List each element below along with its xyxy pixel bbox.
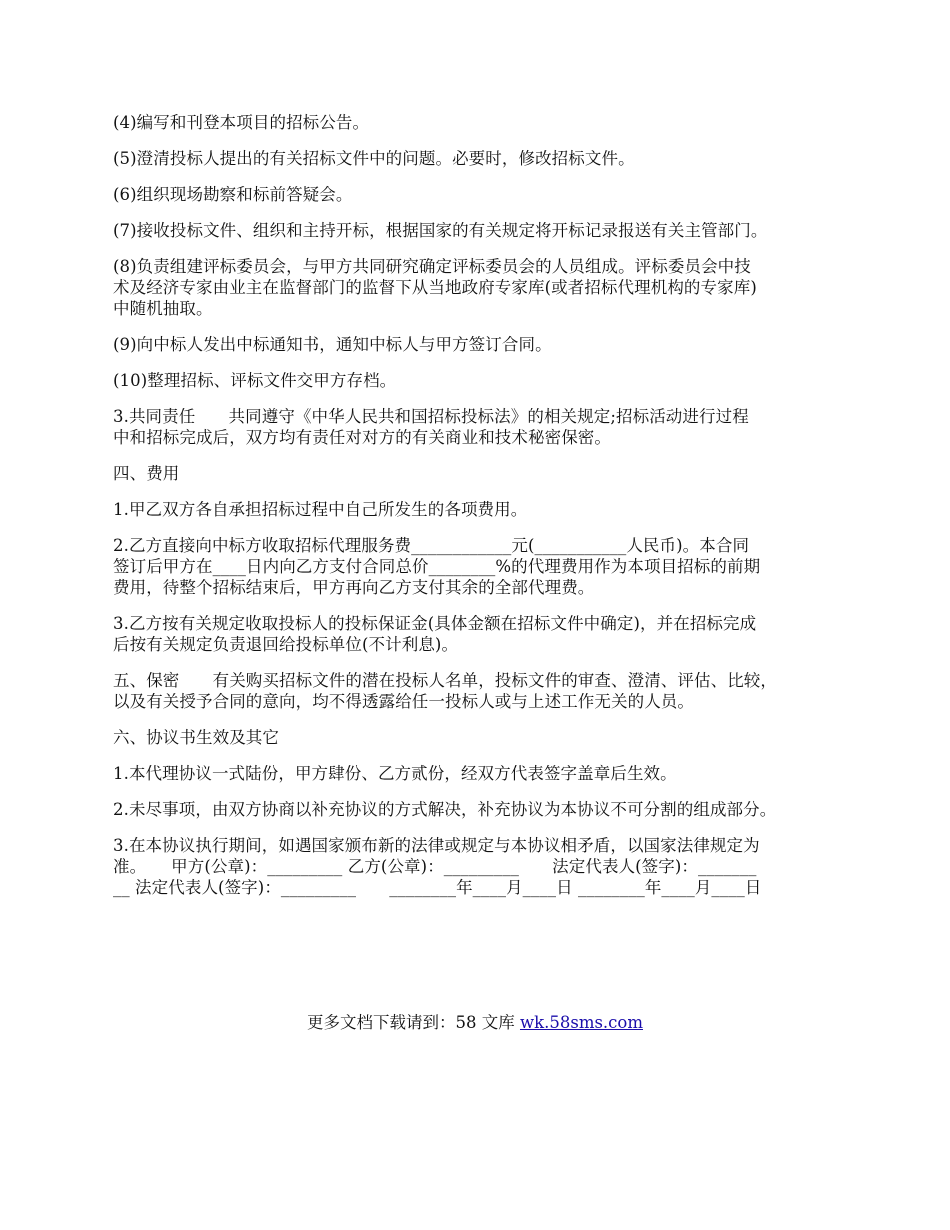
paragraph-line: 准。 甲方(公章)：_________ 乙方(公章)：_________ 法定代表人(签字)：_______	[113, 857, 757, 876]
paragraph-line: 2.未尽事项，由双方协商以补充协议的方式解决，补充协议为本协议不可分割的组成部分。	[113, 800, 777, 819]
paragraph-line: 3.在本协议执行期间，如遇国家颁布新的法律或规定与本协议相矛盾，以国家法律规定为	[113, 836, 760, 855]
paragraph-10	[113, 499, 841, 520]
paragraph-line: (8)负责组建评标委员会，与甲方共同研究确定评标委员会的人员组成。评标委员会中技	[113, 257, 751, 276]
paragraph-3	[113, 184, 841, 205]
footer	[0, 1012, 950, 1034]
paragraph-line: 1.甲乙双方各自承担招标过程中自己所发生的各项费用。	[113, 500, 528, 519]
paragraph-line: 中随机抽取。	[113, 299, 213, 318]
paragraph-line: 六、协议书生效及其它	[113, 728, 279, 747]
paragraph-1	[113, 112, 841, 133]
paragraph-line: 四、费用	[113, 464, 180, 483]
paragraph-line: (6)组织现场勘察和标前答疑会。	[113, 185, 353, 204]
paragraph-line: 1.本代理协议一式陆份，甲方肆份、乙方贰份，经双方代表签字盖章后生效。	[113, 764, 677, 783]
paragraph-2	[113, 148, 841, 169]
paragraph-line: 后按有关规定负责退回给投标单位(不计利息)。	[113, 635, 459, 654]
paragraph-line: 费用，待整个招标结束后，甲方再向乙方支付其余的全部代理费。	[113, 578, 595, 597]
paragraph-7	[113, 370, 841, 391]
paragraph-line: __ 法定代表人(签字)：_________ ________年____月____日 ________年____月____日	[113, 878, 762, 897]
paragraph-8	[113, 406, 841, 448]
paragraph-line: 3.共同责任 共同遵守《中华人民共和国招标投标法》的相关规定;招标活动进行过程	[113, 407, 749, 426]
paragraph-14	[113, 727, 841, 748]
paragraph-line: (4)编写和刊登本项目的招标公告。	[113, 113, 370, 132]
paragraph-line: (7)接收投标文件、组织和主持开标，根据国家的有关规定将开标记录报送有关主管部门。	[113, 221, 768, 240]
paragraph-13	[113, 670, 841, 712]
paragraph-line: (5)澄清投标人提出的有关招标文件中的问题。必要时，修改招标文件。	[113, 149, 635, 168]
paragraph-5	[113, 256, 841, 319]
paragraph-12	[113, 613, 841, 655]
paragraph-16	[113, 799, 841, 820]
paragraph-17	[113, 835, 841, 898]
paragraph-15	[113, 763, 841, 784]
paragraph-line: (10)整理招标、评标文件交甲方存档。	[113, 371, 397, 390]
paragraph-line: 中和招标完成后，双方均有责任对对方的有关商业和技术秘密保密。	[113, 428, 611, 447]
paragraph-line: 2.乙方直接向中标方收取招标代理服务费____________元(___________人民币)。本合同	[113, 536, 750, 555]
paragraph-line: 以及有关授予合同的意向，均不得透露给任一投标人或与上述工作无关的人员。	[113, 692, 694, 711]
document-body	[113, 112, 841, 913]
paragraph-4	[113, 220, 841, 241]
paragraph-11	[113, 535, 841, 598]
paragraph-line: 术及经济专家由业主在监督部门的监督下从当地政府专家库(或者招标代理机构的专家库)	[113, 278, 757, 297]
footer-text: 更多文档下载请到：58 文库	[306, 1013, 520, 1032]
paragraph-6	[113, 334, 841, 355]
paragraph-line: 3.乙方按有关规定收取投标人的投标保证金(具体金额在招标文件中确定)，并在招标完成	[113, 614, 757, 633]
paragraph-line: (9)向中标人发出中标通知书，通知中标人与甲方签订合同。	[113, 335, 552, 354]
paragraph-line: 签订后甲方在____日内向乙方支付合同总价________%的代理费用作为本项目招标的前期	[113, 557, 761, 576]
paragraph-line: 五、保密 有关购买招标文件的潜在投标人名单，投标文件的审查、澄清、评估、比较，	[113, 671, 777, 690]
paragraph-9	[113, 463, 841, 484]
footer-link[interactable]: wk.58sms.com	[519, 1013, 643, 1032]
